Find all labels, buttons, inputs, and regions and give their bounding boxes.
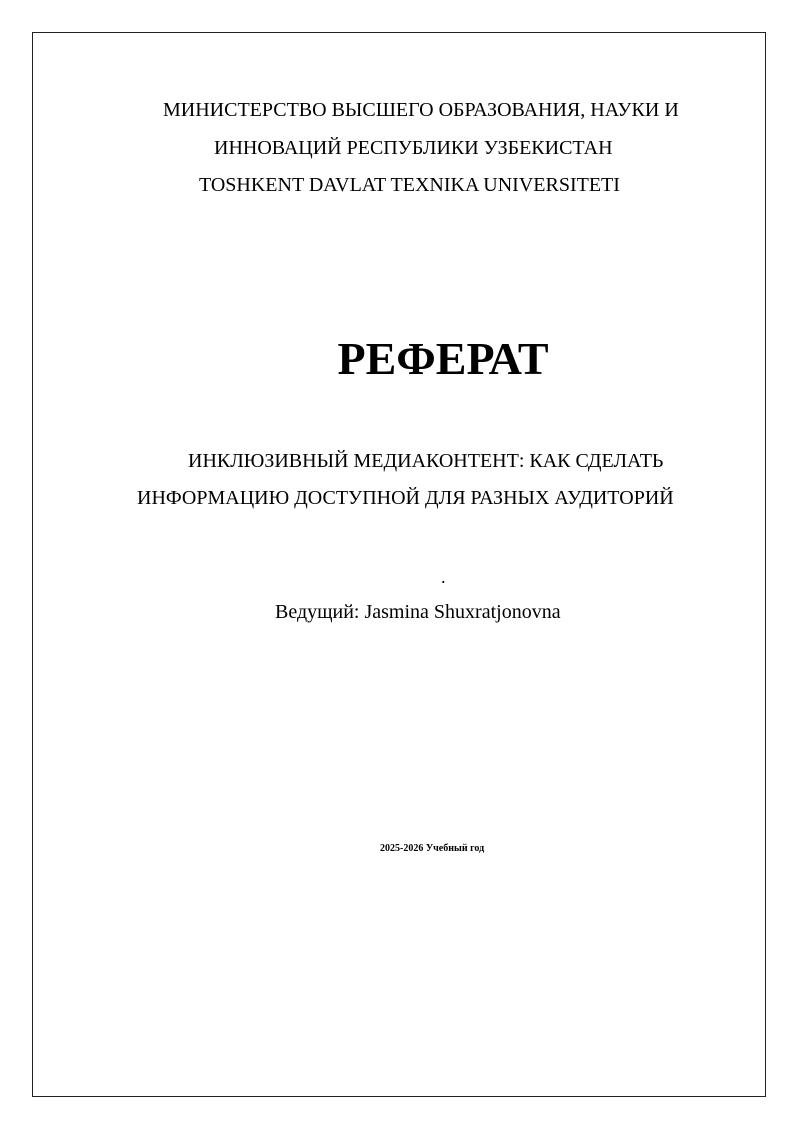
university-name: TOSHKENT DAVLAT TEXNIKA UNIVERSITETI — [199, 174, 620, 196]
topic-line-1: ИНКЛЮЗИВНЫЙ МЕДИАКОНТЕНТ: КАК СДЕЛАТЬ — [188, 450, 664, 472]
topic-line-2: ИНФОРМАЦИЮ ДОСТУПНОЙ ДЛЯ РАЗНЫХ АУДИТОРИЙ — [137, 487, 674, 509]
separator-dot: . — [441, 567, 446, 587]
ministry-line-1: МИНИСТЕРСТВО ВЫСШЕГО ОБРАЗОВАНИЯ, НАУКИ И — [163, 99, 679, 121]
academic-year: 2025-2026 Учебный год — [380, 843, 485, 854]
ministry-line-2: ИННОВАЦИЙ РЕСПУБЛИКИ УЗБЕКИСТАН — [214, 137, 613, 159]
document-type-title: РЕФЕРАТ — [337, 333, 549, 384]
leader-name: Ведущий: Jasmina Shuxratjonovna — [275, 601, 561, 623]
